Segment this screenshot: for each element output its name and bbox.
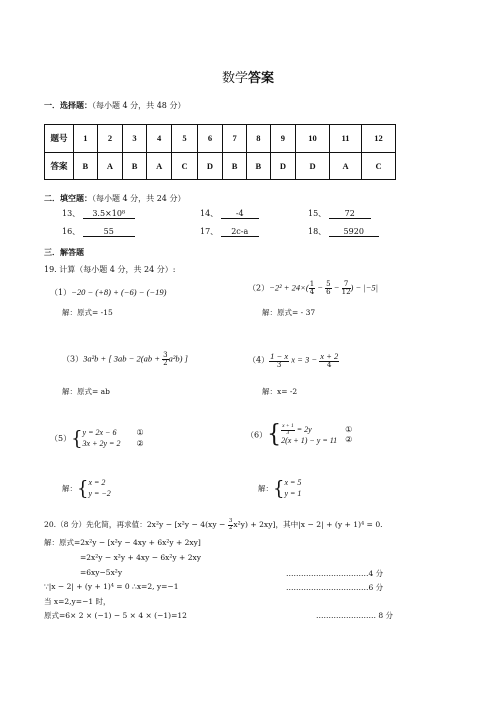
- q19-4-solution: 解：x= -2: [262, 387, 298, 396]
- table-row: [45, 125, 396, 153]
- row-label-answer: 答案: [45, 152, 74, 180]
- table-cell: A: [329, 152, 361, 180]
- q20-line-5: 当 x=2,y=−1 时，: [44, 597, 111, 606]
- q20-score-6: ……………………………6 分: [286, 583, 384, 592]
- section-1-heading: 一．选择题：（每小题 4 分，共 48 分）: [44, 100, 186, 110]
- table-cell: D: [296, 152, 330, 180]
- q20-heading: 20.（8 分）先化简，再求值：2x²y − [x²y − 4(xy − $\frac{3}{2}$ x²y) + 2xy]，其中|x − 2| + (y + 1)⁴ = 0.: [44, 518, 383, 531]
- table-cell: 4: [146, 125, 171, 153]
- table-cell: 10: [296, 125, 330, 153]
- table-cell: 12: [362, 125, 396, 153]
- q19-1-problem: （1）−20 − (+8) + (−6) − (−19): [50, 287, 167, 297]
- q19-heading: 19. 计算（每小题 4 分，共 24 分）:: [44, 265, 176, 274]
- q19-2-problem: （2）−2² + 24×( $\frac{1}{4}$ − $\frac{5}{6}$ − $\frac{7}{12}$ ) − |−5|: [248, 280, 379, 296]
- table-cell: D: [270, 152, 295, 180]
- answer-table: [44, 124, 396, 180]
- table-cell: 8: [246, 125, 270, 153]
- table-cell: A: [146, 152, 171, 180]
- fill-item: 16、 55: [62, 226, 135, 237]
- table-cell: 5: [172, 125, 197, 153]
- fill-item: 18、 5920: [308, 226, 379, 237]
- table-cell: 9: [270, 125, 295, 153]
- q19-3-problem: （3）3a²b + [ 3ab − 2(ab + $\frac{3}{2}$ a²b) ]: [62, 351, 188, 367]
- section-2-heading: 二．填空题：（每小题 4 分，共 24 分）: [44, 193, 186, 203]
- table-cell: 7: [223, 125, 247, 153]
- table-cell: B: [74, 152, 98, 180]
- q20-line-6: 原式=6× 2 × (−1) − 5 × 4 × (−1)=12: [44, 611, 187, 620]
- q19-3-solution: 解：原式= ab: [62, 387, 110, 396]
- q19-6-problem: （6）{ $\frac{x + 1}{3}$ = 2y 2(x + 1) − y = 11① ②: [246, 421, 353, 449]
- q19-5-problem: （5）{y = 2x − 6 3x + 2y = 2① ②: [50, 426, 144, 450]
- q20-line-1: 解：原式=2x²y − [x²y − 4xy + 6x²y + 2xy]: [44, 538, 201, 547]
- table-cell: B: [223, 152, 247, 180]
- q19-4-problem: （4） $\frac{1 - x}{3}$ x = 3 − $\frac{x + 2}{4}$: [248, 351, 339, 369]
- q20-line-3: =6xy−5x²y: [80, 568, 123, 577]
- q20-score-4: ……………………………4 分: [286, 569, 384, 578]
- table-cell: 6: [197, 125, 222, 153]
- q20-line-2: =2x²y − x²y + 4xy − 6x²y + 2xy: [80, 553, 201, 562]
- fill-item: 15、 72: [308, 208, 371, 219]
- table-cell: 2: [97, 125, 122, 153]
- table-cell: 1: [74, 125, 98, 153]
- table-cell: 11: [329, 125, 361, 153]
- section-3-heading: 三．解答题: [44, 247, 84, 257]
- fill-item: 17、 2c-a: [200, 226, 259, 237]
- row-label-number: 题号: [45, 125, 74, 153]
- q19-2-solution: 解：原式= - 37: [262, 308, 316, 317]
- table-cell: C: [172, 152, 197, 180]
- q19-6-solution: 解：{x = 5 y = 1: [258, 476, 302, 500]
- table-cell: D: [197, 152, 222, 180]
- q20-line-4: ∵|x − 2| + (y + 1)⁴ = 0 ∴x=2, y=−1: [44, 582, 179, 591]
- q20-score-8: …………………… 8 分: [316, 611, 394, 620]
- table-row: [45, 152, 396, 180]
- table-cell: C: [362, 152, 396, 180]
- table-cell: A: [97, 152, 122, 180]
- table-cell: B: [246, 152, 270, 180]
- table-cell: 3: [123, 125, 147, 153]
- q19-1-solution: 解：原式= -15: [62, 308, 113, 317]
- page-title: 数学答案: [221, 71, 275, 86]
- fill-item: 13、 3.5×10⁸: [62, 208, 135, 219]
- q19-5-solution: 解：{x = 2 y = −2: [62, 476, 111, 500]
- table-cell: B: [123, 152, 147, 180]
- fill-item: 14、 -4: [200, 208, 259, 219]
